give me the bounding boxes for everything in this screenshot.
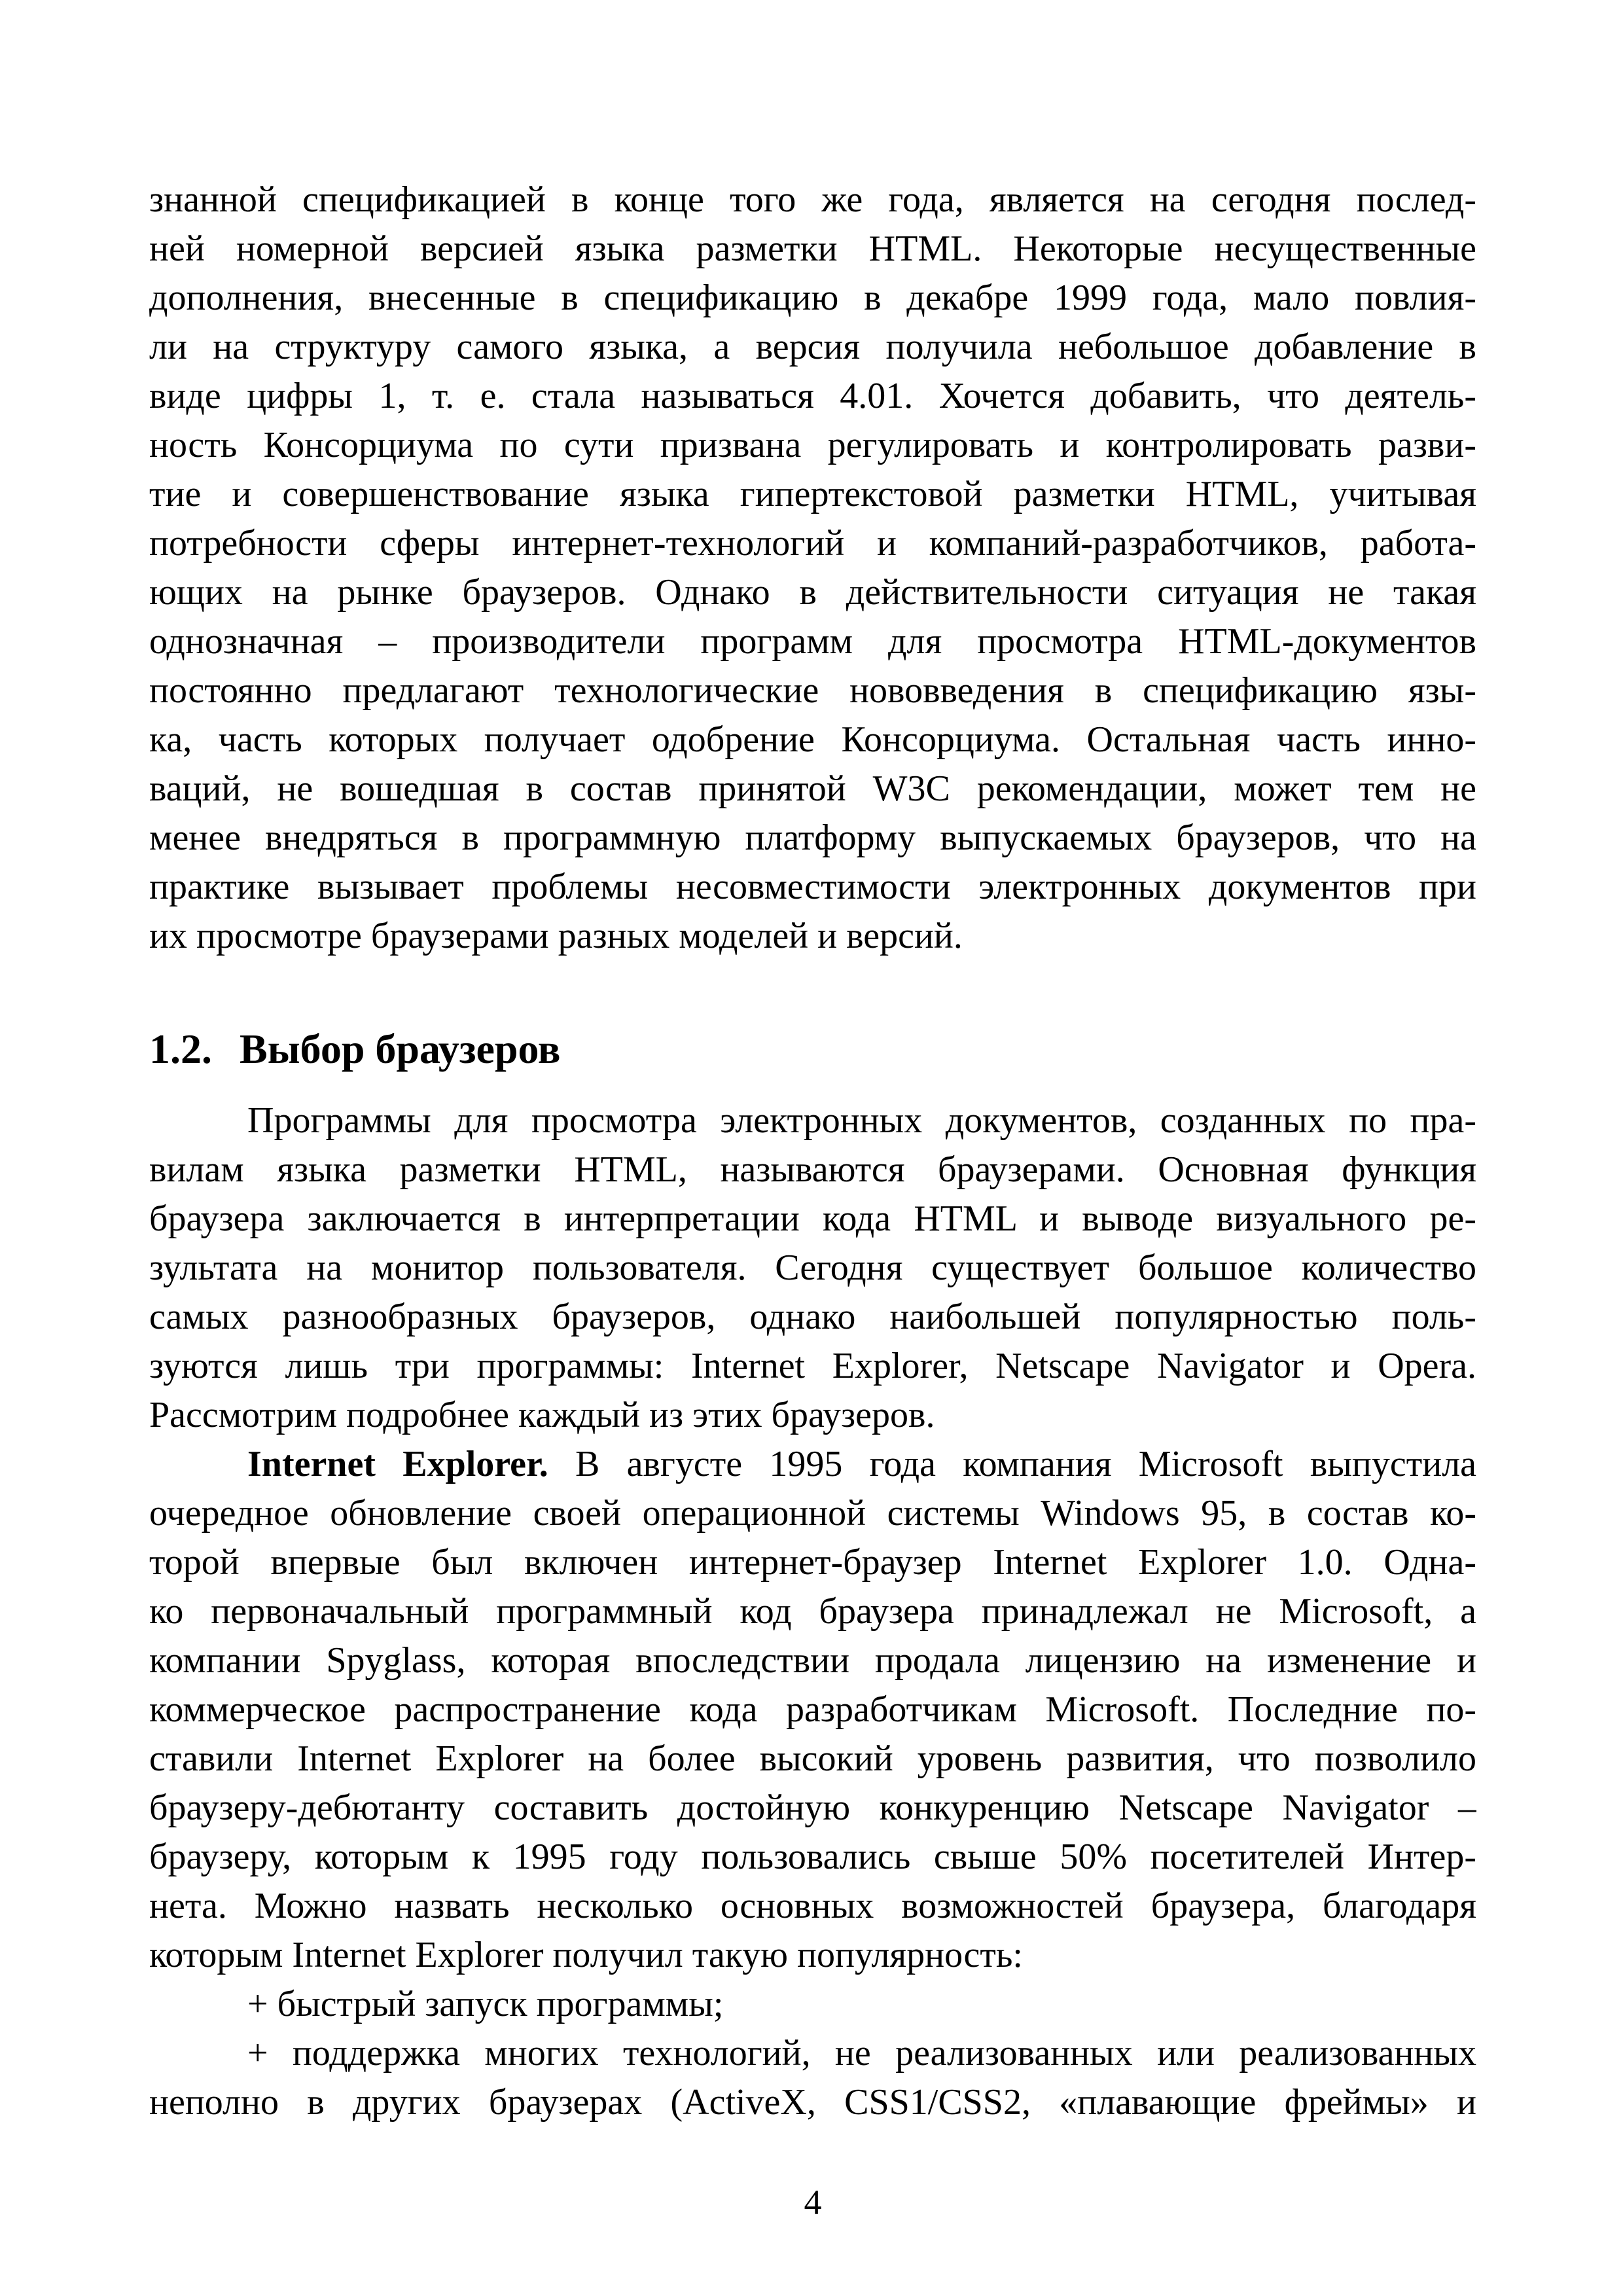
text-column	[149, 175, 1476, 2127]
text-line: браузеру, которым к 1995 году пользовались свыше 50% посетителей Интер-	[149, 1837, 1476, 1877]
paragraph	[149, 1440, 1476, 1980]
text-line: + быстрый запуск программы;	[247, 1984, 724, 2024]
text-line: Internet Explorer. В августе 1995 года компания Microsoft выпустила	[247, 1444, 1476, 1484]
text-line: очередное обновление своей операционной системы Windows 95, в состав ко-	[149, 1493, 1476, 1534]
text-line: их просмотре браузерами разных моделей и версий.	[149, 916, 963, 956]
page-number: 4	[804, 2183, 822, 2222]
text-line: потребности сферы интернет-технологий и компаний-разработчиков, работа-	[149, 523, 1476, 564]
paragraph	[149, 2029, 1476, 2127]
text-line: Программы для просмотра электронных документов, созданных по пра-	[247, 1100, 1476, 1141]
text-line: браузера заключается в интерпретации кода HTML и выводе визуального ре-	[149, 1198, 1476, 1239]
section-title: Выбор браузеров	[240, 1026, 561, 1072]
text-line: ставили Internet Explorer на более высокий уровень развития, что позволило	[149, 1738, 1476, 1779]
text-line: ваций, не вошедшая в состав принятой W3C рекомендации, может тем не	[149, 768, 1476, 809]
text-line: однозначная – производители программ для просмотра HTML-документов	[149, 621, 1476, 662]
text-line: дополнения, внесенные в спецификацию в декабре 1999 года, мало повлия-	[149, 278, 1476, 318]
text-line: тие и совершенствование языка гипертекстовой разметки HTML, учитывая	[149, 474, 1476, 514]
section-heading	[149, 1023, 1476, 1075]
text-line: практике вызывает проблемы несовместимости электронных документов при	[149, 867, 1476, 907]
text-line: менее внедряться в программную платформу выпускаемых браузеров, что на	[149, 817, 1476, 858]
text-line: компании Spyglass, которая впоследствии продала лицензию на изменение и	[149, 1640, 1476, 1681]
text-line: знанной спецификацией в конце того же года, является на сегодня послед-	[149, 179, 1476, 220]
text-line: ность Консорциума по сути призвана регулировать и контролировать разви-	[149, 425, 1476, 465]
text-line: Рассмотрим подробнее каждый из этих браузеров.	[149, 1395, 935, 1435]
paragraph-bold-lead: Internet Explorer.	[247, 1444, 548, 1484]
text-line: торой впервые был включен интернет-браузер Internet Explorer 1.0. Одна-	[149, 1542, 1476, 1583]
text-line: постоянно предлагают технологические нововведения в спецификацию язы-	[149, 670, 1476, 711]
paragraph	[149, 1980, 1476, 2029]
text-line: виде цифры 1, т. е. стала называться 4.01. Хочется добавить, что деятель-	[149, 376, 1476, 416]
text-line: зуются лишь три программы: Internet Explorer, Netscape Navigator и Opera.	[149, 1346, 1476, 1386]
text-line: браузеру-дебютанту составить достойную конкуренцию Netscape Navigator –	[149, 1787, 1476, 1828]
page-footer	[149, 2183, 1476, 2222]
text-line: которым Internet Explorer получил такую популярность:	[149, 1935, 1023, 1975]
text-line: ней номерной версией языка разметки HTML. Некоторые несущественные	[149, 228, 1476, 269]
text-line: ющих на рынке браузеров. Однако в действительности ситуация не такая	[149, 572, 1476, 613]
text-line: самых разнообразных браузеров, однако наибольшей популярностью поль-	[149, 1297, 1476, 1337]
text-line: нета. Можно назвать несколько основных возможностей браузера, благодаря	[149, 1886, 1476, 1926]
paragraph	[149, 175, 1476, 961]
text-line: + поддержка многих технологий, не реализованных или реализованных	[247, 2033, 1476, 2073]
text-line: ли на структуру самого языка, а версия получила небольшое добавление в	[149, 327, 1476, 367]
text-line: коммерческое распространение кода разработчикам Microsoft. Последние по-	[149, 1689, 1476, 1730]
text-line: ко первоначальный программный код браузера принадлежал не Microsoft, а	[149, 1591, 1476, 1632]
text-line: неполно в других браузерах (ActiveX, CSS1/CSS2, «плавающие фреймы» и	[149, 2082, 1476, 2123]
paragraph	[149, 1096, 1476, 1440]
section-number: 1.2.	[149, 1026, 212, 1072]
text-line: вилам языка разметки HTML, называются браузерами. Основная функция	[149, 1149, 1476, 1190]
text-line: ка, часть которых получает одобрение Консорциума. Остальная часть инно-	[149, 719, 1476, 760]
text-line: зультата на монитор пользователя. Сегодня существует большое количество	[149, 1247, 1476, 1288]
